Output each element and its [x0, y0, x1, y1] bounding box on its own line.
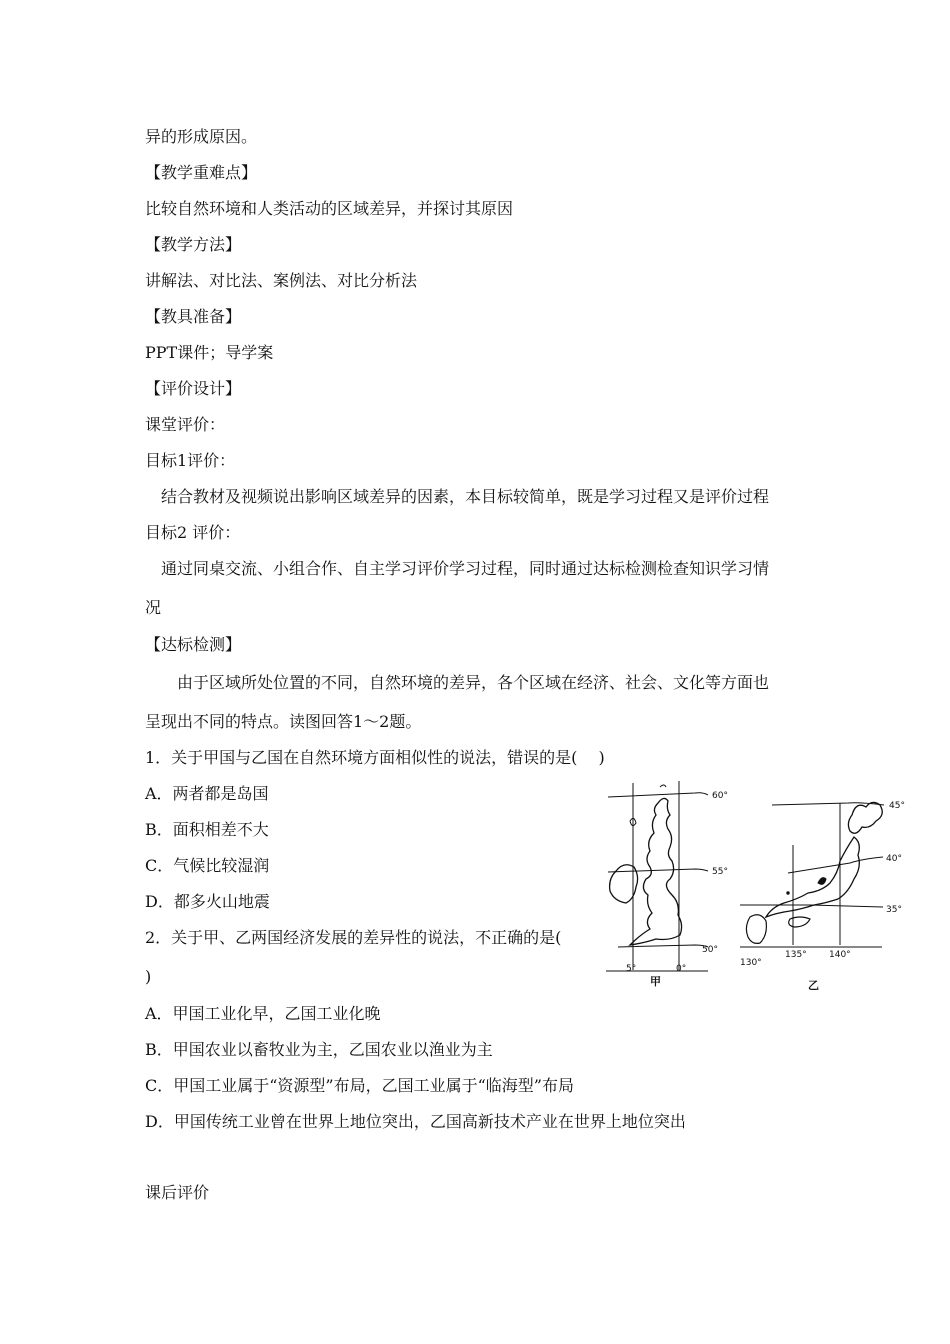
map-jia — [606, 781, 708, 971]
text-line: 课堂评价： — [145, 415, 226, 434]
lat-label: 45° — [889, 801, 905, 811]
question-1-option-a: A．两者都是岛国 — [145, 784, 269, 803]
text-line: 通过同桌交流、小组合作、自主学习评价学习过程，同时通过达标检测检查知识学习情 — [161, 559, 770, 578]
lon-label: 140° — [829, 950, 851, 960]
text-line: 结合教材及视频说出影响区域差异的因素，本目标较简单，既是学习过程又是评价过程 — [161, 487, 770, 506]
map-svg — [600, 775, 920, 995]
lon-label: 135° — [785, 950, 807, 960]
lat-label: 50° — [702, 945, 718, 955]
lon-label: 0° — [676, 964, 687, 974]
heading-methods: 【教学方法】 — [145, 235, 242, 254]
question-2-stem: 2．关于甲、乙两国经济发展的差异性的说法，不正确的是( — [145, 928, 562, 947]
text-line: PPT课件；导学案 — [145, 343, 274, 362]
map-yi-labels — [740, 801, 905, 992]
lat-label: 55° — [712, 867, 728, 877]
map-yi — [740, 802, 884, 947]
question-1-stem: 1．关于甲国与乙国在自然环境方面相似性的说法，错误的是( ) — [145, 748, 605, 767]
lat-label: 60° — [712, 791, 728, 801]
map-yi-caption: 乙 — [808, 979, 819, 992]
question-2-option-b: B．甲国农业以畜牧业为主，乙国农业以渔业为主 — [145, 1040, 493, 1059]
question-2-option-a: A．甲国工业化早，乙国工业化晚 — [145, 1004, 381, 1023]
heading-key-points: 【教学重难点】 — [145, 163, 258, 182]
map-jia-caption: 甲 — [650, 975, 661, 988]
text-line: 呈现出不同的特点。读图回答1～2题。 — [145, 712, 422, 731]
after-class-evaluation-heading: 课后评价 — [145, 1183, 210, 1202]
text-line: 目标1评价： — [145, 451, 236, 470]
heading-assessment: 【达标检测】 — [145, 635, 242, 654]
map-figure — [600, 775, 920, 995]
text-line: 由于区域所处位置的不同，自然环境的差异，各个区域在经济、社会、文化等方面也 — [177, 673, 770, 692]
heading-equipment: 【教具准备】 — [145, 307, 242, 326]
question-2-stem-cont: ) — [145, 967, 152, 986]
text-line: 讲解法、对比法、案例法、对比分析法 — [145, 271, 418, 290]
lat-label: 35° — [886, 905, 902, 915]
heading-evaluation: 【评价设计】 — [145, 379, 242, 398]
lon-label: 5° — [626, 964, 637, 974]
map-jia-labels — [626, 791, 728, 988]
question-2-option-d: D．甲国传统工业曾在世界上地位突出，乙国高新技术产业在世界上地位突出 — [145, 1112, 686, 1131]
question-2-option-c: C．甲国工业属于“资源型”布局，乙国工业属于“临海型”布局 — [145, 1076, 574, 1095]
question-1-option-d: D．都多火山地震 — [145, 892, 270, 911]
lon-label: 130° — [740, 958, 762, 968]
text-line: 异的形成原因。 — [145, 127, 258, 146]
text-line: 比较自然环境和人类活动的区域差异，并探讨其原因 — [145, 199, 514, 218]
text-line: 况 — [145, 598, 162, 617]
question-1-option-b: B．面积相差不大 — [145, 820, 269, 839]
lat-label: 40° — [886, 854, 902, 864]
question-1-option-c: C．气候比较湿润 — [145, 856, 270, 875]
text-line: 目标2 评价： — [145, 523, 241, 542]
